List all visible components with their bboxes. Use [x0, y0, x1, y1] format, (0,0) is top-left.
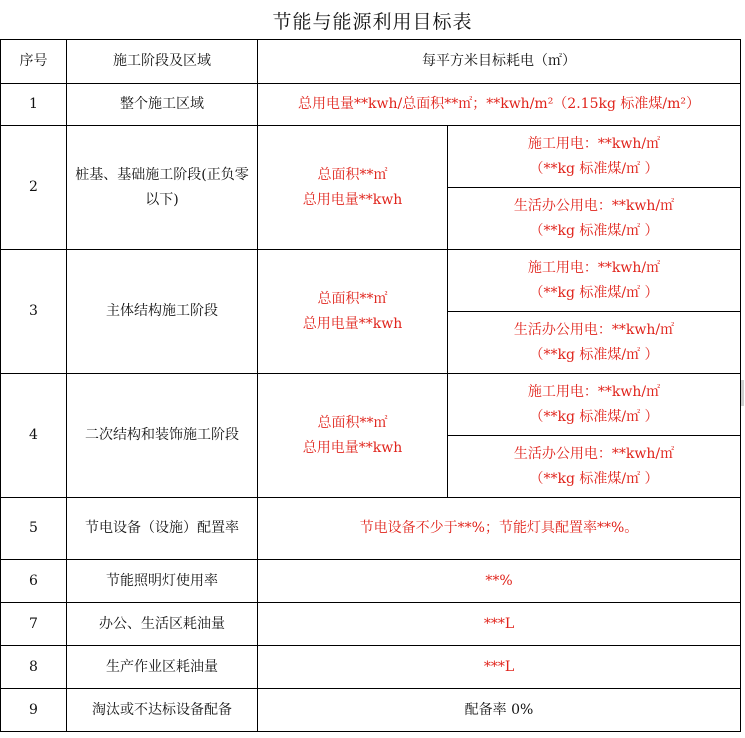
row-stage: 二次结构和装饰施工阶段	[67, 374, 258, 498]
header-no: 序号	[1, 40, 67, 84]
row-number: 3	[1, 250, 67, 374]
row-totals	[258, 126, 448, 250]
total-power: 总用电量**kwh	[302, 439, 403, 456]
construction-power-cell	[448, 126, 741, 188]
total-power: 总用电量**kwh	[302, 315, 403, 332]
construction-coal: （**kg 标准煤/㎡ ）	[529, 284, 659, 301]
table-row	[1, 84, 741, 126]
table-row	[1, 498, 741, 560]
office-coal: （**kg 标准煤/㎡ ）	[529, 470, 659, 487]
row-value: 节电设备不少于**%；节能灯具配置率**%。	[258, 498, 741, 560]
row-number: 4	[1, 374, 67, 498]
row-totals	[258, 374, 448, 498]
total-area: 总面积**㎡	[317, 414, 388, 431]
row-number: 8	[1, 646, 67, 689]
row-stage: 节电设备（设施）配置率	[67, 498, 258, 560]
scroll-edge-mark	[741, 380, 744, 406]
construction-power: 施工用电：**kwh/㎡	[527, 259, 661, 276]
office-coal: （**kg 标准煤/㎡ ）	[529, 222, 659, 239]
row-stage: 办公、生活区耗油量	[67, 603, 258, 646]
construction-power-cell	[448, 374, 741, 436]
construction-power: 施工用电：**kwh/㎡	[527, 383, 661, 400]
total-power: 总用电量**kwh	[302, 191, 403, 208]
row-stage: 主体结构施工阶段	[67, 250, 258, 374]
row-stage: 桩基、基础施工阶段(正负零以下)	[67, 126, 258, 250]
row-number: 2	[1, 126, 67, 250]
energy-target-table	[0, 39, 741, 732]
office-power-cell	[448, 188, 741, 250]
page-title: 节能与能源利用目标表	[272, 11, 473, 33]
total-area: 总面积**㎡	[317, 166, 388, 183]
table-header-row	[1, 40, 741, 84]
construction-coal: （**kg 标准煤/㎡ ）	[529, 160, 659, 177]
row-value: 配备率 0%	[258, 689, 741, 732]
row-number: 5	[1, 498, 67, 560]
table-row	[1, 689, 741, 732]
row-number: 6	[1, 560, 67, 603]
row-value: 总用电量**kwh/总面积**㎡；**kwh/m²（2.15kg 标准煤/m²）	[258, 84, 741, 126]
table-row	[1, 374, 741, 436]
header-stage: 施工阶段及区域	[67, 40, 258, 84]
row-value: ***L	[258, 646, 741, 689]
row-value: **%	[258, 560, 741, 603]
header-target: 每平方米目标耗电（㎡）	[258, 40, 741, 84]
office-coal: （**kg 标准煤/㎡ ）	[529, 346, 659, 363]
row-number: 7	[1, 603, 67, 646]
construction-coal: （**kg 标准煤/㎡ ）	[529, 408, 659, 425]
row-stage: 生产作业区耗油量	[67, 646, 258, 689]
office-power: 生活办公用电：**kwh/㎡	[513, 445, 675, 462]
row-stage: 整个施工区域	[67, 84, 258, 126]
row-value: ***L	[258, 603, 741, 646]
row-stage: 节能照明灯使用率	[67, 560, 258, 603]
office-power-cell	[448, 312, 741, 374]
office-power: 生活办公用电：**kwh/㎡	[513, 197, 675, 214]
table-row	[1, 126, 741, 188]
total-area: 总面积**㎡	[317, 290, 388, 307]
row-number: 9	[1, 689, 67, 732]
table-row	[1, 250, 741, 312]
office-power: 生活办公用电：**kwh/㎡	[513, 321, 675, 338]
table-row	[1, 646, 741, 689]
table-row	[1, 603, 741, 646]
row-stage: 淘汰或不达标设备配备	[67, 689, 258, 732]
construction-power: 施工用电：**kwh/㎡	[527, 135, 661, 152]
construction-power-cell	[448, 250, 741, 312]
office-power-cell	[448, 436, 741, 498]
row-totals	[258, 250, 448, 374]
table-row	[1, 560, 741, 603]
row-number: 1	[1, 84, 67, 126]
